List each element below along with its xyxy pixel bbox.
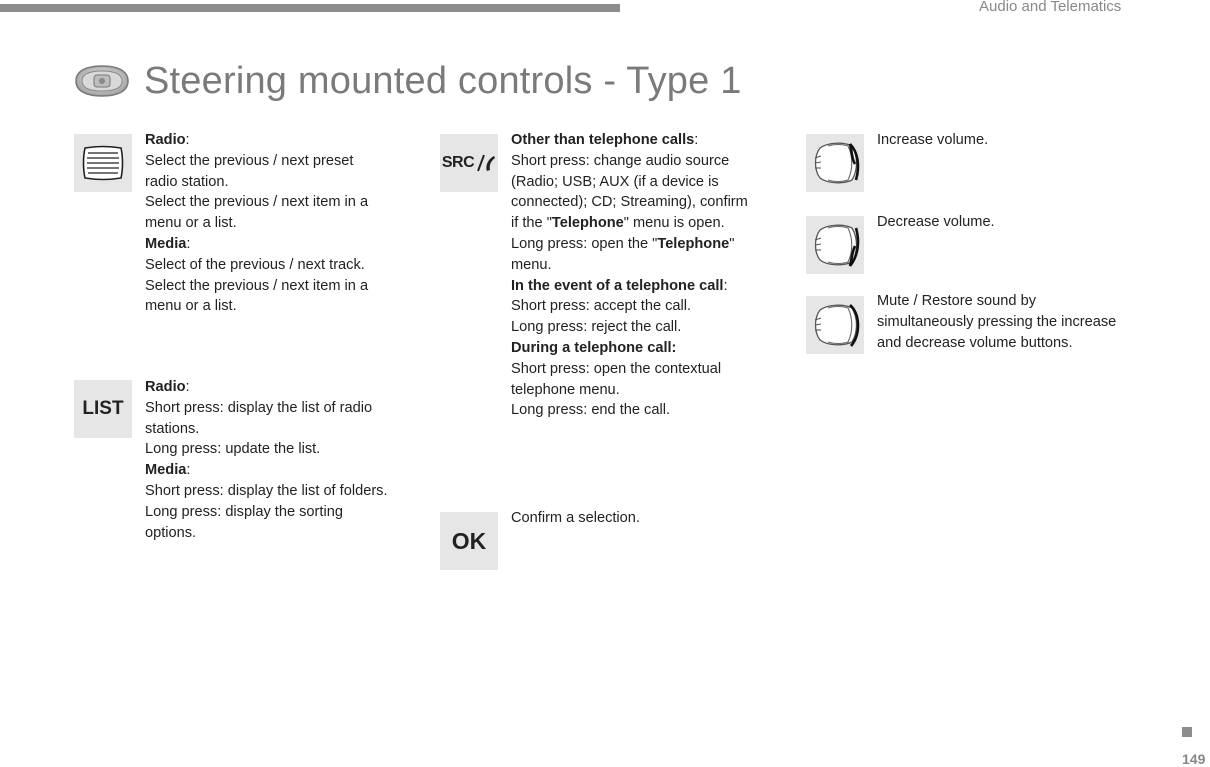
line-text: Short press: open the contextual [511, 360, 722, 377]
ok-button [440, 512, 498, 570]
description-line [145, 419, 420, 440]
seek-wheel-control [74, 134, 132, 192]
line-text: : [185, 379, 190, 395]
bold-term: During a telephone call: [511, 339, 677, 356]
volume-down-text: Decrease volume. [877, 214, 995, 230]
line-text: options. [145, 524, 197, 541]
line-text: Short press: change audio source [511, 152, 730, 169]
page-marker [1182, 727, 1192, 737]
src-button-label: SRC [441, 154, 475, 171]
line-text: radio station. [145, 173, 229, 190]
bold-term: Telephone [657, 235, 730, 252]
line-text: menu or a list. [145, 298, 237, 315]
description-line [145, 130, 420, 151]
line-text: : [186, 235, 191, 252]
line-text: Select the previous / next preset [145, 152, 354, 169]
line-text: Long press: display the sorting [145, 503, 343, 520]
src-telephone-button [440, 134, 498, 192]
line-text: telephone menu. [511, 381, 620, 398]
ok-button-label: OK [451, 527, 487, 554]
seek-description [145, 130, 420, 317]
volume-up-control-icon [808, 136, 862, 190]
description-line [145, 151, 420, 172]
description-line [145, 192, 420, 213]
title-row [72, 58, 742, 104]
bold-term: Media [145, 462, 187, 479]
description-line [145, 398, 420, 419]
description-line [145, 481, 420, 502]
line-text: " [729, 235, 735, 252]
ok-description [511, 508, 786, 529]
line-text: : [694, 132, 699, 148]
line-text: " menu is open. [623, 215, 725, 232]
mute-control [806, 296, 864, 354]
page-title: Steering mounted controls - Type 1 [144, 59, 742, 102]
line-text: and decrease volume buttons. [877, 334, 1073, 351]
description-line [145, 439, 420, 460]
volume-up-text: Increase volume. [877, 132, 989, 148]
line-text: Short press: accept the call. [511, 298, 692, 315]
description-line [145, 502, 420, 523]
line-text: Long press: update the list. [145, 441, 321, 458]
bold-term: Other than telephone calls [511, 132, 695, 148]
line-text: stations. [145, 420, 200, 437]
line-text: : [185, 132, 190, 148]
volume-down-description [877, 212, 1152, 233]
list-button [74, 380, 132, 438]
bold-term: Radio [145, 379, 186, 395]
description-line [511, 400, 786, 421]
description-line [511, 234, 786, 255]
description-line [511, 255, 786, 276]
description-line [145, 523, 420, 544]
description-line [511, 151, 786, 172]
description-line [877, 333, 1157, 354]
volume-down-control-icon [808, 218, 862, 272]
line-text: simultaneously pressing the increase [877, 313, 1117, 330]
line-text: Select the previous / next item in a [145, 277, 369, 294]
list-button-label: LIST [82, 398, 124, 419]
line-text: Long press: open the " [511, 235, 658, 252]
description-line [511, 130, 786, 151]
description-line [511, 317, 786, 338]
volume-up-description [877, 130, 1152, 151]
description-line [145, 276, 420, 297]
header-bar [0, 4, 620, 12]
description-line [511, 296, 786, 317]
description-line [511, 359, 786, 380]
line-text: Mute / Restore sound by [877, 293, 1036, 309]
line-text: Short press: display the list of folders. [145, 482, 388, 499]
description-line [877, 312, 1157, 333]
description-line [145, 460, 420, 481]
line-text: Short press: display the list of radio [145, 399, 373, 416]
src-description [511, 130, 786, 421]
telephone-icon [474, 153, 496, 173]
line-text: menu. [511, 256, 552, 273]
description-line [145, 234, 420, 255]
section-label: Audio and Telematics [979, 0, 1122, 15]
line-text: : [186, 462, 191, 479]
ok-description-text: Confirm a selection. [511, 510, 640, 526]
description-line [511, 338, 786, 359]
line-text: if the " [511, 215, 552, 232]
line-text: connected); CD; Streaming), confirm [511, 194, 748, 211]
bold-term: Radio [145, 132, 186, 148]
description-line [145, 296, 420, 317]
steering-wheel-controls-icon [72, 61, 132, 101]
page-number: 149 [1182, 751, 1206, 767]
line-text: Select of the previous / next track. [145, 256, 365, 273]
description-line [145, 377, 420, 398]
description-line [877, 291, 1157, 312]
line-text: menu or a list. [145, 215, 237, 232]
mute-control-icon [808, 298, 862, 352]
description-line [145, 255, 420, 276]
line-text: (Radio; USB; AUX (if a device is [511, 173, 719, 190]
bold-term: Telephone [551, 215, 624, 232]
list-description [145, 377, 420, 543]
bold-term: Media [145, 235, 187, 252]
description-line [511, 213, 786, 234]
volume-up-control [806, 134, 864, 192]
volume-down-control [806, 216, 864, 274]
description-line [511, 380, 786, 401]
bold-term: In the event of a telephone call [511, 277, 724, 294]
line-text: Long press: end the call. [511, 402, 671, 419]
mute-description [877, 291, 1157, 353]
line-text: Long press: reject the call. [511, 319, 682, 336]
description-line [511, 276, 786, 297]
scroll-wheel-icon [81, 145, 125, 181]
description-line [511, 172, 786, 193]
description-line [511, 192, 786, 213]
line-text: : [723, 277, 728, 294]
line-text: Select the previous / next item in a [145, 194, 369, 211]
description-line [145, 213, 420, 234]
description-line [145, 172, 420, 193]
